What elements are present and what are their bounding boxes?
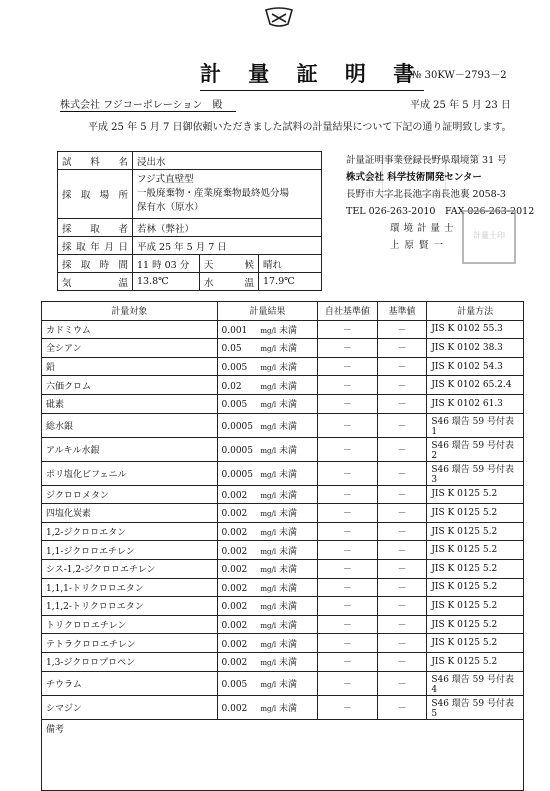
item-name: カドミウム xyxy=(42,320,218,339)
intro-text: 平成 25 年 5 月 7 日御依頼いただきました試料の計量結果について下記の通り証明致します。 xyxy=(88,122,512,133)
table-row xyxy=(42,541,524,560)
collector-label: 採取者 xyxy=(58,219,133,237)
remarks-row xyxy=(42,719,524,790)
table-row xyxy=(42,578,524,597)
own-standard-value: － xyxy=(318,522,377,541)
table-row xyxy=(42,695,524,719)
standard-value: － xyxy=(377,357,427,376)
item-name: ジクロロメタン xyxy=(42,485,218,504)
result-value: 0.002 mg/l 未満 xyxy=(217,559,318,578)
company-logo-icon xyxy=(264,6,294,28)
result-value: 0.005 mg/l 未満 xyxy=(217,357,318,376)
own-standard-value: － xyxy=(318,339,377,358)
standard-value: － xyxy=(377,541,427,560)
method-value: JIS K 0125 5.2 xyxy=(427,615,524,634)
method-value: JIS K 0102 54.3 xyxy=(427,357,524,376)
result-value: 0.002 mg/l 未満 xyxy=(217,541,318,560)
own-standard-value: － xyxy=(318,437,377,461)
own-standard-value: － xyxy=(318,461,377,485)
table-row xyxy=(42,671,524,695)
issuer-person: 上原賢一 xyxy=(390,240,449,251)
collector-value: 若林（弊社） xyxy=(133,219,322,237)
own-standard-value: － xyxy=(318,320,377,339)
air-temp-label: 気温 xyxy=(58,273,133,291)
item-name: テトラクロロエチレン xyxy=(42,634,218,653)
result-value: 0.02 mg/l 未満 xyxy=(217,376,318,395)
method-value: JIS K 0125 5.2 xyxy=(427,634,524,653)
method-value: JIS K 0125 5.2 xyxy=(427,541,524,560)
table-row xyxy=(42,437,524,461)
table-row xyxy=(42,413,524,437)
item-name: ポリ塩化ビフェニル xyxy=(42,461,218,485)
result-value: 0.002 mg/l 未満 xyxy=(217,634,318,653)
header-item: 計量対象 xyxy=(42,302,218,321)
standard-value: － xyxy=(377,634,427,653)
standard-value: － xyxy=(377,559,427,578)
location-value: フジ式直壁型 一般廃棄物・産業廃棄物最終処分場 保有水（原水） xyxy=(133,170,322,219)
header-standard: 基準値 xyxy=(377,302,427,321)
weather-value: 晴れ xyxy=(259,255,322,273)
standard-value: － xyxy=(377,461,427,485)
standard-value: － xyxy=(377,437,427,461)
collection-time-label: 採取時間 xyxy=(58,255,133,273)
item-name: 総水銀 xyxy=(42,413,218,437)
item-name: チウラム xyxy=(42,671,218,695)
header-method: 計量方法 xyxy=(427,302,524,321)
results-table xyxy=(41,301,524,791)
issuer-phone: TEL 026-263-2010 FAX 026-263-2012 xyxy=(346,206,535,217)
method-value: JIS K 0125 5.2 xyxy=(427,597,524,616)
certificate-title: 計 量 証 明 書 xyxy=(200,58,424,91)
item-name: アルキル水銀 xyxy=(42,437,218,461)
method-value: JIS K 0125 5.2 xyxy=(427,522,524,541)
item-name: シマジン xyxy=(42,695,218,719)
item-name: 全シアン xyxy=(42,339,218,358)
sample-info-table xyxy=(57,151,322,291)
item-name: 1,1,2-トリクロロエタン xyxy=(42,597,218,616)
item-name: シス-1,2-ジクロロエチレン xyxy=(42,559,218,578)
own-standard-value: － xyxy=(318,634,377,653)
addressee: 株式会社 フジコーポレーション 殿 xyxy=(60,96,236,112)
air-temp-value: 13.8℃ xyxy=(133,273,200,291)
item-name: 1,2-ジクロロエタン xyxy=(42,522,218,541)
result-value: 0.0005 mg/l 未満 xyxy=(217,437,318,461)
own-standard-value: － xyxy=(318,652,377,671)
result-value: 0.05 mg/l 未満 xyxy=(217,339,318,358)
item-name: 鉛 xyxy=(42,357,218,376)
result-value: 0.005 mg/l 未満 xyxy=(217,394,318,413)
table-row xyxy=(42,504,524,523)
standard-value: － xyxy=(377,695,427,719)
table-row xyxy=(42,320,524,339)
standard-value: － xyxy=(377,394,427,413)
table-row xyxy=(42,597,524,616)
issuer-company: 株式会社 科学技術開発センター xyxy=(346,172,482,183)
result-value: 0.002 mg/l 未満 xyxy=(217,652,318,671)
issuer-address: 長野市大字北長池字南長池裏 2058-3 xyxy=(346,189,506,200)
table-row xyxy=(42,461,524,485)
standard-value: － xyxy=(377,339,427,358)
results-header-row xyxy=(42,302,524,321)
own-standard-value: － xyxy=(318,578,377,597)
standard-value: － xyxy=(377,320,427,339)
method-value: JIS K 0102 65.2.4 xyxy=(427,376,524,395)
item-name: 四塩化炭素 xyxy=(42,504,218,523)
method-value: JIS K 0125 5.2 xyxy=(427,485,524,504)
sample-name-value: 浸出水 xyxy=(133,152,322,170)
table-row xyxy=(42,485,524,504)
table-row xyxy=(42,357,524,376)
own-standard-value: － xyxy=(318,413,377,437)
item-name: 1,1-ジクロロエチレン xyxy=(42,541,218,560)
table-row xyxy=(42,615,524,634)
table-row xyxy=(42,652,524,671)
own-standard-value: － xyxy=(318,671,377,695)
standard-value: － xyxy=(377,578,427,597)
own-standard-value: － xyxy=(318,357,377,376)
method-value: JIS K 0125 5.2 xyxy=(427,504,524,523)
collection-date-label: 採取年月日 xyxy=(58,237,133,255)
standard-value: － xyxy=(377,615,427,634)
method-value: S46 環告 59 号付表 3 xyxy=(427,461,524,485)
personal-seal: 計量士印 xyxy=(462,210,516,264)
water-temp-label: 水温 xyxy=(200,273,259,291)
item-name: トリクロロエチレン xyxy=(42,615,218,634)
weather-label: 天候 xyxy=(200,255,259,273)
header-own-standard: 自社基準値 xyxy=(318,302,377,321)
collection-time-value: 11 時 03 分 xyxy=(133,255,200,273)
table-row xyxy=(42,522,524,541)
table-row xyxy=(42,634,524,653)
method-value: S46 環告 59 号付表 4 xyxy=(427,671,524,695)
own-standard-value: － xyxy=(318,597,377,616)
table-row xyxy=(42,559,524,578)
own-standard-value: － xyxy=(318,485,377,504)
method-value: S46 環告 59 号付表 5 xyxy=(427,695,524,719)
collection-date-value: 平成 25 年 5 月 7 日 xyxy=(133,237,322,255)
own-standard-value: － xyxy=(318,504,377,523)
certificate-number: № 30KW－2793－2 xyxy=(412,70,507,81)
own-standard-value: － xyxy=(318,615,377,634)
header-result: 計量結果 xyxy=(217,302,318,321)
sample-name-label: 試料名 xyxy=(58,152,133,170)
result-value: 0.0005 mg/l 未満 xyxy=(217,413,318,437)
standard-value: － xyxy=(377,485,427,504)
result-value: 0.002 mg/l 未満 xyxy=(217,597,318,616)
result-value: 0.005 mg/l 未満 xyxy=(217,671,318,695)
method-value: JIS K 0125 5.2 xyxy=(427,559,524,578)
result-value: 0.002 mg/l 未満 xyxy=(217,615,318,634)
method-value: JIS K 0125 5.2 xyxy=(427,652,524,671)
result-value: 0.0005 mg/l 未満 xyxy=(217,461,318,485)
issue-date: 平成 25 年 5 月 23 日 xyxy=(410,100,511,111)
water-temp-value: 17.9℃ xyxy=(259,273,322,291)
standard-value: － xyxy=(377,652,427,671)
remarks-label: 備考 xyxy=(42,719,524,790)
method-value: JIS K 0125 5.2 xyxy=(427,578,524,597)
method-value: S46 環告 59 号付表 1 xyxy=(427,413,524,437)
standard-value: － xyxy=(377,376,427,395)
standard-value: － xyxy=(377,597,427,616)
result-value: 0.001 mg/l 未満 xyxy=(217,320,318,339)
standard-value: － xyxy=(377,671,427,695)
item-name: 1,1,1-トリクロロエタン xyxy=(42,578,218,597)
result-value: 0.002 mg/l 未満 xyxy=(217,504,318,523)
item-name: 1,3-ジクロロプロペン xyxy=(42,652,218,671)
own-standard-value: － xyxy=(318,394,377,413)
own-standard-value: － xyxy=(318,376,377,395)
standard-value: － xyxy=(377,413,427,437)
table-row xyxy=(42,376,524,395)
result-value: 0.002 mg/l 未満 xyxy=(217,522,318,541)
item-name: 砒素 xyxy=(42,394,218,413)
method-value: JIS K 0102 38.3 xyxy=(427,339,524,358)
table-row xyxy=(42,339,524,358)
method-value: S46 環告 59 号付表 2 xyxy=(427,437,524,461)
result-value: 0.002 mg/l 未満 xyxy=(217,578,318,597)
standard-value: － xyxy=(377,504,427,523)
method-value: JIS K 0102 55.3 xyxy=(427,320,524,339)
result-value: 0.002 mg/l 未満 xyxy=(217,695,318,719)
registration-number: 計量証明事業登録長野県環境第 31 号 xyxy=(346,155,507,166)
own-standard-value: － xyxy=(318,559,377,578)
standard-value: － xyxy=(377,522,427,541)
result-value: 0.002 mg/l 未満 xyxy=(217,485,318,504)
table-row xyxy=(42,394,524,413)
item-name: 六価クロム xyxy=(42,376,218,395)
own-standard-value: － xyxy=(318,695,377,719)
method-value: JIS K 0102 61.3 xyxy=(427,394,524,413)
issuer-role: 環境計量士 xyxy=(390,223,458,234)
own-standard-value: － xyxy=(318,541,377,560)
location-label: 採取場所 xyxy=(58,170,133,219)
